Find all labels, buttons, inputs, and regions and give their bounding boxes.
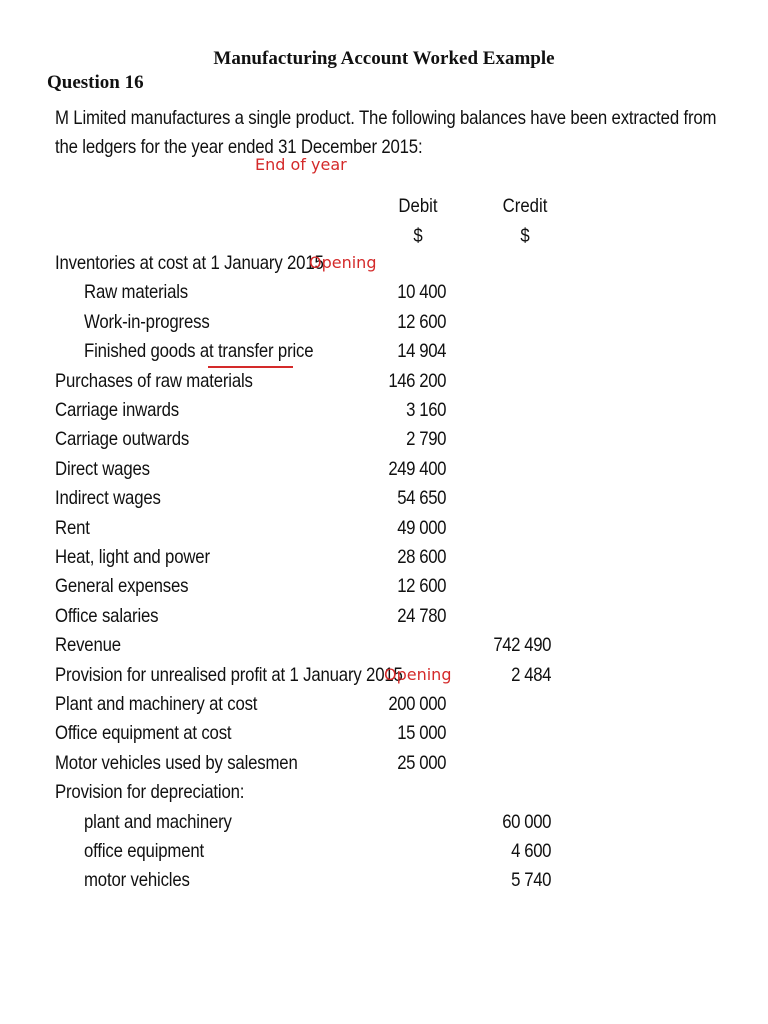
ledger-row: [0, 370, 768, 399]
credit-amount: 60 000: [502, 810, 551, 833]
ledger-row-label: Direct wages: [55, 457, 150, 480]
ledger-row-label: Purchases of raw materials: [55, 369, 253, 392]
ledger-row: [0, 458, 768, 487]
ledger-row: [0, 664, 768, 693]
ledger-row: [0, 605, 768, 634]
ledger-row: [0, 634, 768, 663]
ledger-row: [0, 487, 768, 516]
ledger-row: [0, 811, 768, 840]
ledger-row: [0, 399, 768, 428]
ledger-row-label: Carriage outwards: [55, 428, 190, 451]
debit-amount: 249 400: [388, 457, 446, 480]
ledger-row: [0, 340, 768, 369]
ledger-row-label: motor vehicles: [84, 869, 190, 892]
credit-amount: 5 740: [511, 869, 551, 892]
ledger-row: [0, 840, 768, 869]
ledger-row-label: Raw materials: [84, 281, 189, 304]
ledger-row-label: Indirect wages: [55, 487, 161, 510]
credit-amount: 4 600: [511, 840, 551, 862]
ledger-row-label: Finished goods at transfer price: [84, 340, 314, 363]
intro-paragraph: M Limited manufactures a single product. The following balances have been extracted from the ledgers for the year ended 31 December 2015:: [55, 107, 717, 158]
ledger-row: [0, 722, 768, 751]
debit-amount: 49 000: [397, 516, 446, 539]
ledger-row: [0, 252, 768, 281]
debit-amount: 14 904: [397, 340, 446, 363]
ledger-row-label: General expenses: [55, 575, 189, 598]
debit-amount: 12 600: [397, 575, 446, 598]
question-heading: Question 16: [47, 72, 144, 93]
ledger-row: [0, 546, 768, 575]
ledger-row-label: Revenue: [55, 634, 121, 657]
debit-amount: 10 400: [397, 281, 446, 304]
annotation-end-of-year: End of year: [255, 155, 347, 174]
credit-column-header: Credit: [502, 195, 548, 217]
ledger-row: [0, 693, 768, 722]
ledger-row: [0, 281, 768, 310]
debit-amount: 28 600: [397, 546, 446, 568]
debit-amount: 54 650: [397, 487, 446, 510]
debit-amount: 146 200: [388, 369, 446, 392]
ledger-row: [0, 517, 768, 546]
debit-amount: 24 780: [397, 604, 446, 627]
ledger-row: [0, 311, 768, 340]
ledger-row-label: plant and machinery: [84, 810, 232, 833]
ledger-row-label: Provision for depreciation:: [55, 781, 245, 804]
ledger-row-label: Inventories at cost at 1 January 2015: [55, 252, 324, 274]
ledger-row-label: Office salaries: [55, 604, 159, 627]
debit-amount: 25 000: [397, 751, 446, 774]
debit-amount: 200 000: [388, 693, 446, 715]
ledger-row-label: Rent: [55, 516, 90, 539]
ledger-row-label: Plant and machinery at cost: [55, 693, 258, 715]
ledger-row: [0, 781, 768, 810]
ledger-row-label: Provision for unrealised profit at 1 January 2015: [55, 663, 403, 686]
ledger-row: [0, 752, 768, 781]
ledger-row-annotation: Opening: [384, 664, 452, 684]
ledger-row: [0, 428, 768, 457]
credit-unit-label: $: [520, 225, 530, 247]
ledger-row-label: Motor vehicles used by salesmen: [55, 751, 298, 774]
debit-column-header: Debit: [398, 195, 438, 217]
ledger-row-label: office equipment: [84, 840, 205, 862]
debit-amount: 12 600: [397, 310, 446, 333]
ledger-row-label: Office equipment at cost: [55, 722, 232, 745]
debit-unit-label: $: [413, 225, 423, 247]
debit-amount: 2 790: [406, 428, 446, 451]
ledger-row-annotation: Opening: [309, 253, 377, 272]
ledger-row-label: Work-in-progress: [84, 310, 210, 333]
debit-amount: 3 160: [406, 399, 446, 421]
red-underline-mark: [208, 366, 293, 368]
ledger-row-label: Heat, light and power: [55, 546, 210, 568]
page-title: Manufacturing Account Worked Example: [213, 48, 555, 69]
credit-amount: 2 484: [511, 663, 551, 686]
ledger-row: [0, 575, 768, 604]
ledger-row-label: Carriage inwards: [55, 399, 180, 421]
credit-amount: 742 490: [493, 634, 551, 657]
debit-amount: 15 000: [397, 722, 446, 745]
ledger-row: [0, 869, 768, 898]
